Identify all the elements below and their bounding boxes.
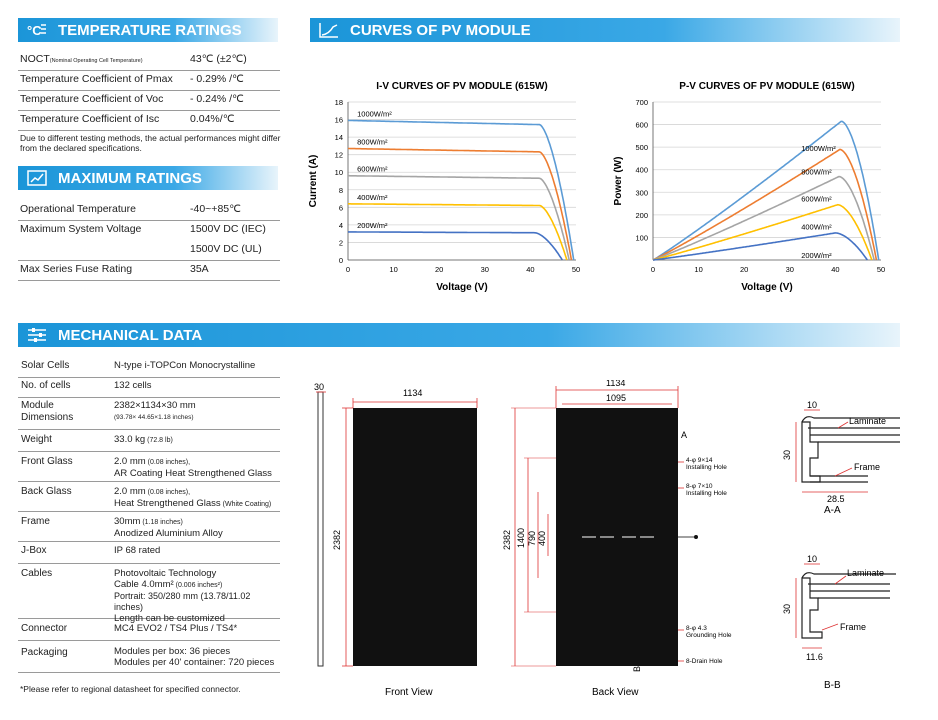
chart-title: P-V CURVES OF PV MODULE (615W)	[679, 81, 855, 92]
row-value: 35A	[190, 263, 209, 275]
table-row	[18, 541, 280, 564]
table-row	[18, 70, 280, 91]
row-value: Modules per box: 36 pieces	[114, 646, 231, 657]
row-value: Length can be customized	[114, 613, 225, 624]
front-view-label: Front View	[385, 687, 433, 698]
row-key: Back Glass	[21, 486, 72, 497]
section-b-b	[782, 554, 896, 691]
row-key: No. of cells	[21, 380, 71, 391]
row-value: Portrait: 350/280 mm (13.78/11.02 inches)	[114, 591, 251, 612]
sliders-icon	[26, 327, 48, 343]
y-tick-label: 12	[334, 150, 343, 160]
curves-header	[310, 18, 900, 42]
row-key: NOCT	[20, 53, 50, 65]
y-axis-label: Current (A)	[308, 154, 319, 208]
bb-width-dim: 11.6	[806, 652, 823, 662]
table-row	[18, 110, 280, 131]
row-value-note: (0.006 inches²)	[173, 582, 223, 589]
row-value-note: (72.8 lb)	[145, 437, 173, 444]
row-key: Temperature Coefficient of Pmax	[20, 73, 173, 85]
series-label: 200W/m²	[357, 220, 388, 230]
row-value: 132 cells	[114, 380, 152, 391]
y-tick-label: 2	[338, 238, 343, 248]
bb-frame-label: Frame	[840, 622, 867, 632]
series-label: 800W/m²	[357, 137, 388, 147]
table-row	[18, 200, 280, 221]
svg-text:°C: °C	[27, 23, 42, 38]
series-label: 400W/m²	[801, 222, 832, 232]
x-tick-label: 20	[435, 265, 444, 274]
row-value: AR Coating Heat Strengthened Glass	[114, 468, 272, 479]
x-tick-label: 40	[526, 265, 535, 274]
x-axis-label: Voltage (V)	[436, 282, 488, 292]
table-row	[18, 220, 280, 261]
row-value: MC4 EVO2 / TS4 Plus / TS4*	[114, 623, 238, 634]
front-height-label: 2382	[332, 529, 342, 550]
y-tick-label: 100	[635, 233, 648, 243]
aa-frame-label: Frame	[854, 462, 881, 472]
y-tick-label: 4	[338, 220, 343, 230]
back-height4-label: 400	[537, 530, 547, 546]
row-key: Maximum System Voltage	[20, 223, 142, 235]
x-tick-label: 0	[650, 265, 656, 274]
x-tick-label: 50	[876, 265, 886, 274]
x-tick-label: 10	[694, 265, 703, 274]
bb-section-label: B-B	[824, 680, 841, 691]
table-row	[18, 377, 280, 398]
section-a-a	[782, 400, 900, 516]
x-axis-label: Voltage (V)	[741, 282, 793, 292]
y-tick-label: 400	[635, 165, 648, 175]
y-tick-label: 600	[635, 120, 648, 130]
row-key-note: (Nominal Operating Cell Temperature)	[49, 58, 143, 64]
y-tick-label: 500	[635, 143, 648, 153]
y-tick-label: 8	[338, 185, 343, 195]
chart-up-icon	[26, 170, 48, 186]
x-tick-label: 40	[831, 265, 840, 274]
front-width-label: 1134	[403, 388, 423, 398]
back-height-label: 2382	[502, 529, 512, 550]
row-key: Solar Cells	[21, 360, 70, 371]
install-hole-note: 4-φ 9×14	[686, 457, 713, 464]
back-view-label: Back View	[592, 687, 639, 698]
aa-top-dim: 10	[807, 400, 818, 410]
row-value: 1500V DC (IEC)	[190, 223, 266, 235]
row-value-note: (0.08 inches),	[145, 459, 191, 466]
row-key: Packaging	[21, 647, 68, 658]
connector-footnote: *Please refer to regional datasheet for specified connector.	[20, 684, 241, 694]
series-label: 800W/m²	[801, 167, 832, 177]
aa-laminate-label: Laminate	[849, 416, 887, 426]
curves-title: CURVES OF PV MODULE	[350, 21, 531, 39]
row-value: - 0.29% /℃	[190, 73, 244, 85]
series-label: 600W/m²	[801, 194, 832, 204]
grounding-hole-note: 8-φ 4.3	[686, 625, 707, 632]
install-hole-note: 8-φ 7×10	[686, 483, 713, 490]
row-value: - 0.24% /℃	[190, 93, 244, 105]
series-line	[653, 177, 874, 260]
row-value-note: (93.78× 44.65×1.18 inches)	[114, 414, 194, 421]
thermometer-icon	[26, 22, 48, 38]
row-key: Front Glass	[21, 456, 73, 467]
row-value: 33.0 kg	[114, 434, 146, 445]
row-key: Frame	[21, 516, 50, 527]
row-value: 1500V DC (UL)	[190, 243, 262, 255]
grounding-hole-note: Grounding Hole	[686, 632, 732, 639]
mechanical-data-header	[18, 323, 900, 347]
module-drawings	[300, 380, 910, 710]
y-tick-label: 10	[334, 168, 343, 178]
row-key: Cables	[21, 568, 53, 579]
aa-section-label: A-A	[824, 505, 841, 516]
table-row	[18, 357, 280, 378]
y-axis-label: Power (W)	[613, 156, 624, 206]
row-key: Max Series Fuse Rating	[20, 263, 133, 275]
series-label: 600W/m²	[357, 164, 388, 174]
aa-width-dim: 28.5	[827, 494, 845, 504]
row-value: IP 68 rated	[114, 545, 161, 556]
install-hole-note: Installing Hole	[686, 490, 727, 497]
back-width-label: 1134	[606, 380, 626, 388]
temperature-ratings-header	[18, 18, 278, 42]
x-tick-label: 50	[571, 265, 581, 274]
drain-hole-note: 8-Drain Hole	[686, 658, 723, 665]
maximum-ratings-header	[18, 166, 278, 190]
y-tick-label: 14	[334, 133, 343, 143]
table-row	[18, 260, 280, 281]
temperature-ratings-title: TEMPERATURE RATINGS	[58, 21, 242, 39]
y-tick-label: 0	[338, 256, 343, 265]
row-value: 2.0 mm	[114, 456, 146, 467]
series-label: 1000W/m²	[801, 144, 836, 154]
x-tick-label: 30	[480, 265, 489, 274]
row-key: Temperature Coefficient of Isc	[20, 113, 160, 125]
x-tick-label: 0	[345, 265, 351, 274]
row-key: Module Dimensions	[21, 400, 74, 423]
x-tick-label: 10	[389, 265, 398, 274]
table-row	[18, 481, 280, 512]
x-tick-label: 20	[740, 265, 749, 274]
series-line	[348, 232, 562, 260]
table-row	[18, 451, 280, 482]
y-tick-label: 6	[338, 203, 343, 213]
install-hole-note: Installing Hole	[686, 464, 727, 471]
side-thickness-label: 30	[314, 382, 325, 392]
x-tick-label: 30	[785, 265, 794, 274]
mechanical-data-title: MECHANICAL DATA	[58, 326, 203, 344]
row-value: 30mm	[114, 516, 141, 527]
row-key: Connector	[21, 623, 68, 634]
row-key: Temperature Coefficient of Voc	[20, 93, 164, 105]
series-label: 200W/m²	[801, 250, 832, 260]
y-tick-label: 300	[635, 188, 648, 198]
row-value-note: (0.08 inches),	[145, 489, 191, 496]
row-value: 2.0 mm	[114, 486, 146, 497]
pv-chart	[605, 72, 905, 292]
curve-icon	[318, 22, 340, 38]
iv-chart	[300, 72, 600, 292]
table-row	[18, 429, 280, 452]
row-key: Weight	[21, 434, 52, 445]
row-value: Heat Strengthened Glass	[114, 498, 221, 509]
row-value: -40~+85℃	[190, 203, 241, 215]
table-row	[18, 563, 280, 624]
aa-height-dim: 30	[782, 449, 792, 460]
side-view	[314, 382, 326, 666]
row-value: Modules per 40' container: 720 pieces	[114, 657, 275, 668]
section-b-marker: B	[632, 665, 642, 672]
series-label: 1000W/m²	[357, 109, 392, 119]
bb-top-dim: 10	[807, 554, 818, 564]
temperature-note: Due to different testing methods, the actual performances might differ from the declared specifications.	[20, 133, 281, 153]
section-a-marker: A	[681, 430, 688, 440]
row-value: 2382×1134×30 mm	[114, 400, 196, 411]
back-view	[502, 380, 732, 698]
chart-title: I-V CURVES OF PV MODULE (615W)	[376, 81, 548, 92]
table-row	[18, 640, 280, 673]
bb-laminate-label: Laminate	[847, 568, 885, 578]
row-value: Cable 4.0mm²	[114, 579, 174, 590]
row-value: Anodized Aluminium Alloy	[114, 528, 223, 539]
y-tick-label: 16	[334, 115, 343, 125]
row-key: Operational Temperature	[20, 203, 136, 215]
bb-height-dim: 30	[782, 603, 792, 614]
row-value: 43℃ (±2℃)	[190, 53, 247, 65]
table-row	[18, 90, 280, 111]
row-value: Photovoltaic Technology	[114, 568, 217, 579]
row-value-note: (White Coating)	[220, 501, 272, 508]
row-value: N-type i-TOPCon Monocrystalline	[114, 360, 256, 371]
back-inner-width-label: 1095	[606, 393, 627, 403]
row-value-note: (1.18 inches)	[140, 519, 183, 526]
maximum-ratings-title: MAXIMUM RATINGS	[58, 169, 202, 187]
back-height2-label: 1400	[516, 527, 526, 548]
series-line	[348, 176, 569, 260]
series-line	[653, 121, 879, 260]
series-label: 400W/m²	[357, 192, 388, 202]
back-height3-label: 790	[527, 530, 537, 546]
y-tick-label: 200	[635, 210, 648, 220]
table-row	[18, 618, 280, 641]
front-view	[332, 388, 477, 698]
row-key: J-Box	[21, 545, 47, 556]
table-row	[18, 50, 280, 71]
row-value: 0.04%/℃	[190, 113, 235, 125]
table-row	[18, 511, 280, 542]
table-row	[18, 397, 280, 430]
y-tick-label: 700	[635, 98, 648, 107]
y-tick-label: 18	[334, 98, 343, 107]
